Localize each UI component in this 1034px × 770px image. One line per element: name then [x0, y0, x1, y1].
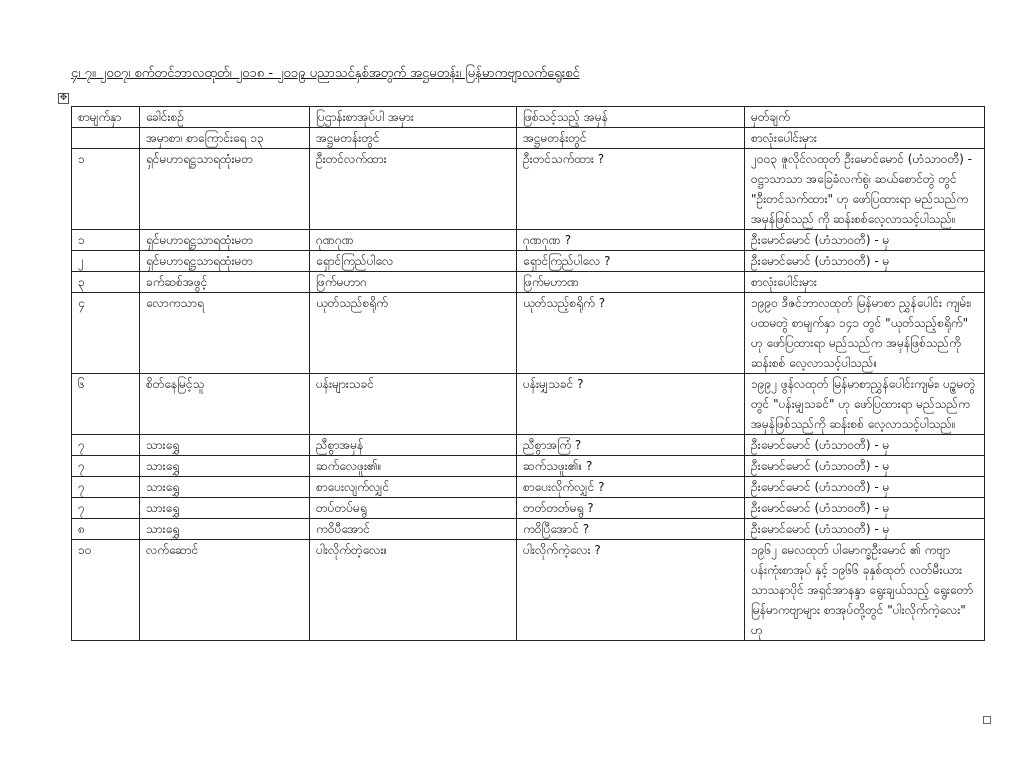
- table-row: [72, 519, 985, 540]
- table-row: [72, 540, 985, 641]
- table-row: [72, 293, 985, 374]
- cell-page: ၁: [72, 230, 140, 251]
- cell-right: ကဝိပြီအောင် ?: [517, 519, 745, 540]
- cell-note: စာလုံးပေါင်းမှား: [745, 272, 985, 293]
- table-resize-handle[interactable]: [983, 716, 991, 724]
- table-row: [72, 149, 985, 230]
- header-cell-topic: ခေါင်းစဉ်: [140, 107, 310, 128]
- cell-note: ၁၉၉၂ ဖွန်လထုတ် မြန်မာစာညွှန်ပေါင်းကျမ်း၊ ပဥ္စမတွဲတွင် "ပန်းမျှသခင်" ဟု ဖော်ပြထားရာ မည်သည်က အမှန်ဖြစ်သည်ကို ဆန်းစစ် လေ့လာသင့်ပါသည်။: [745, 374, 985, 435]
- subheader-cell-right: အဋ္ဌမတန်းတွင်: [517, 128, 745, 149]
- cell-wrong: ဖြက်မဟာဂ: [310, 272, 517, 293]
- cell-right: ဂုဏဂုဏ ?: [517, 230, 745, 251]
- cell-page: ၇: [72, 477, 140, 498]
- table-row: [72, 272, 985, 293]
- cell-right: ပန်းမျှသခင် ?: [517, 374, 745, 435]
- cell-page: ၃: [72, 272, 140, 293]
- cell-page: ၈: [72, 519, 140, 540]
- cell-right: ရှောင်ကြည်ပါလေ ?: [517, 251, 745, 272]
- cell-page: ၇: [72, 456, 140, 477]
- cell-topic: ရှင်မဟာရဋ္ဌသာရထုံးမတ: [140, 230, 310, 251]
- table-move-handle-icon[interactable]: ✥: [59, 93, 68, 103]
- cell-note: ၁၉၆၂ မေလထုတ် ပါမောက္ခဦးမောင် ၏ ကဗျာပန်းကုံးစာအုပ် နှင့် ၁၉၆၆ ခုနှစ်ထုတ် လတ်မီးယားသာသနာပိုင် အရှင်အာနန္ဒာ ရွေးချယ်သည့် ရွေးတော်မြန်မာကဗျာများ စာအုပ်တို့တွင် "ပါးလိုက်ကဲ့လေး" ဟု: [745, 540, 985, 641]
- cell-wrong: ကဝိပီအောင်: [310, 519, 517, 540]
- table-row: [72, 477, 985, 498]
- cell-topic: သားရွှေ: [140, 498, 310, 519]
- subheader-cell-wrong: အဋ္ဌမတန်းတွင်: [310, 128, 517, 149]
- table-row: [72, 374, 985, 435]
- cell-note: ဦးမောင်မောင် (ဟံသာဝတီ) - မှ: [745, 251, 985, 272]
- subheader-cell-topic: အမှာစာ၊ စာကြောင်းရေ ၁၃: [140, 128, 310, 149]
- cell-right: စာပေးလိုက်လျှင် ?: [517, 477, 745, 498]
- cell-note: ဦးမောင်မောင် (ဟံသာဝတီ) - မှ: [745, 456, 985, 477]
- header-cell-note: မှတ်ချက်: [745, 107, 985, 128]
- cell-page: ၇: [72, 435, 140, 456]
- cell-right: တတ်တတ်မရွ ?: [517, 498, 745, 519]
- cell-note: ဦးမောင်မောင် (ဟံသာဝတီ) - မှ: [745, 230, 985, 251]
- header-cell-wrong: ပြဌာန်းစာအုပ်ပါ အမှား: [310, 107, 517, 128]
- cell-wrong: ပန်းများသခင်: [310, 374, 517, 435]
- cell-page: ၆: [72, 374, 140, 435]
- subheader-cell-page: [72, 128, 140, 149]
- subheader-row: [72, 128, 985, 149]
- cell-topic: သားရွှေ: [140, 456, 310, 477]
- cell-topic: သားရွှေ: [140, 519, 310, 540]
- cell-wrong: ပါးလိုက်တဲ့လေး။: [310, 540, 517, 641]
- cell-wrong: ရှောင်ကြည်ပါလေ: [310, 251, 517, 272]
- cell-wrong: ဆက်လေဖူး၏။: [310, 456, 517, 477]
- cell-page: ၂: [72, 251, 140, 272]
- table-row: [72, 435, 985, 456]
- cell-wrong: ယုတ်သည်စရိုက်: [310, 293, 517, 374]
- cell-page: ၁၀: [72, 540, 140, 641]
- page-title: ၄၊ ၇။ ၂၀၀၇၊ စက်တင်ဘာလထုတ်၊ ၂၀၁၈ - ၂၀၁၉ ပညာသင်နှစ်အတွက် အဋ္ဌမတန်း၊ မြန်မာကဗျာလက်ရွေးစင်: [71, 66, 580, 81]
- table-row: [72, 230, 985, 251]
- subheader-cell-note: စာလုံးပေါင်းမှား: [745, 128, 985, 149]
- header-cell-page: စာမျက်နှာ: [72, 107, 140, 128]
- cell-wrong: ညီစွာအမှန်: [310, 435, 517, 456]
- cell-note: ၂၀၀၃ ဇူလိုင်လထုတ် ဦးမောင်မောင် (ဟံသာဝတီ) - ဝဋ္ဌာသာသာ အခြေခံလက်စွဲ၊ ဆယ်စောင်တွဲ တွင် "ဦးတင်သက်ထား" ဟု ဖော်ပြထားရာ မည်သည်က အမှန်ဖြစ်သည် ကို ဆန်းစစ်လေ့လာသင့်ပါသည်။: [745, 149, 985, 230]
- cell-right: ဆက်သဖူး၏။ ?: [517, 456, 745, 477]
- cell-right: ဖြက်မဟာဏ: [517, 272, 745, 293]
- cell-topic: သားရွှေ: [140, 435, 310, 456]
- cell-note: ဦးမောင်မောင် (ဟံသာဝတီ) - မှ: [745, 435, 985, 456]
- cell-topic: လောကသာရ: [140, 293, 310, 374]
- cell-right: ဦးတင်သက်ထား ?: [517, 149, 745, 230]
- cell-note: ဦးမောင်မောင် (ဟံသာဝတီ) - မှ: [745, 477, 985, 498]
- errata-table: [71, 106, 985, 641]
- header-cell-right: ဖြစ်သင့်သည့် အမှန်: [517, 107, 745, 128]
- cell-topic: ခက်ဆစ်အဖွင့်: [140, 272, 310, 293]
- table-row: [72, 498, 985, 519]
- cell-wrong: စာပေးလျက်လျှင်: [310, 477, 517, 498]
- table-body: [72, 107, 985, 641]
- cell-topic: ရှင်မဟာရဋ္ဌသာရထုံးမတ: [140, 149, 310, 230]
- cell-note: ၁၉၉၀ ဒီဇင်ဘာလထုတ် မြန်မာစာ ညွှန်ပေါင်း ကျမ်း၊ ပထမတွဲ စာမျက်နှာ ၁၄၁ တွင် "ယုတ်သည့်စရိုက်" ဟု ဖော်ပြထားရာ မည်သည်က အမှန်ဖြစ်သည်ကို ဆန်းစစ် လေ့လာသင့်ပါသည်။: [745, 293, 985, 374]
- table-row: [72, 456, 985, 477]
- cell-topic: ရှင်မဟာရဋ္ဌသာရထုံးမတ: [140, 251, 310, 272]
- cell-page: ၇: [72, 498, 140, 519]
- cell-topic: လက်ဆောင်: [140, 540, 310, 641]
- header-row: [72, 107, 985, 128]
- cell-right: ညီစွာအကြံ ?: [517, 435, 745, 456]
- cell-page: ၁: [72, 149, 140, 230]
- cell-wrong: ဂုဏဂုဏ: [310, 230, 517, 251]
- cell-topic: သားရွှေ: [140, 477, 310, 498]
- cell-wrong: ဦးတင်လက်ထား: [310, 149, 517, 230]
- cell-wrong: တပ်တပ်မရွ: [310, 498, 517, 519]
- cell-right: ယုတ်သည့်စရိုက် ?: [517, 293, 745, 374]
- cell-page: ၄: [72, 293, 140, 374]
- cell-right: ပါးလိုက်ကဲ့လေး ?: [517, 540, 745, 641]
- cell-topic: စိတ်နေမြင့်သူ: [140, 374, 310, 435]
- table-row: [72, 251, 985, 272]
- cell-note: ဦးမောင်မောင် (ဟံသာဝတီ) - မှ: [745, 498, 985, 519]
- cell-note: ဦးမောင်မောင် (ဟံသာဝတီ) - မှ: [745, 519, 985, 540]
